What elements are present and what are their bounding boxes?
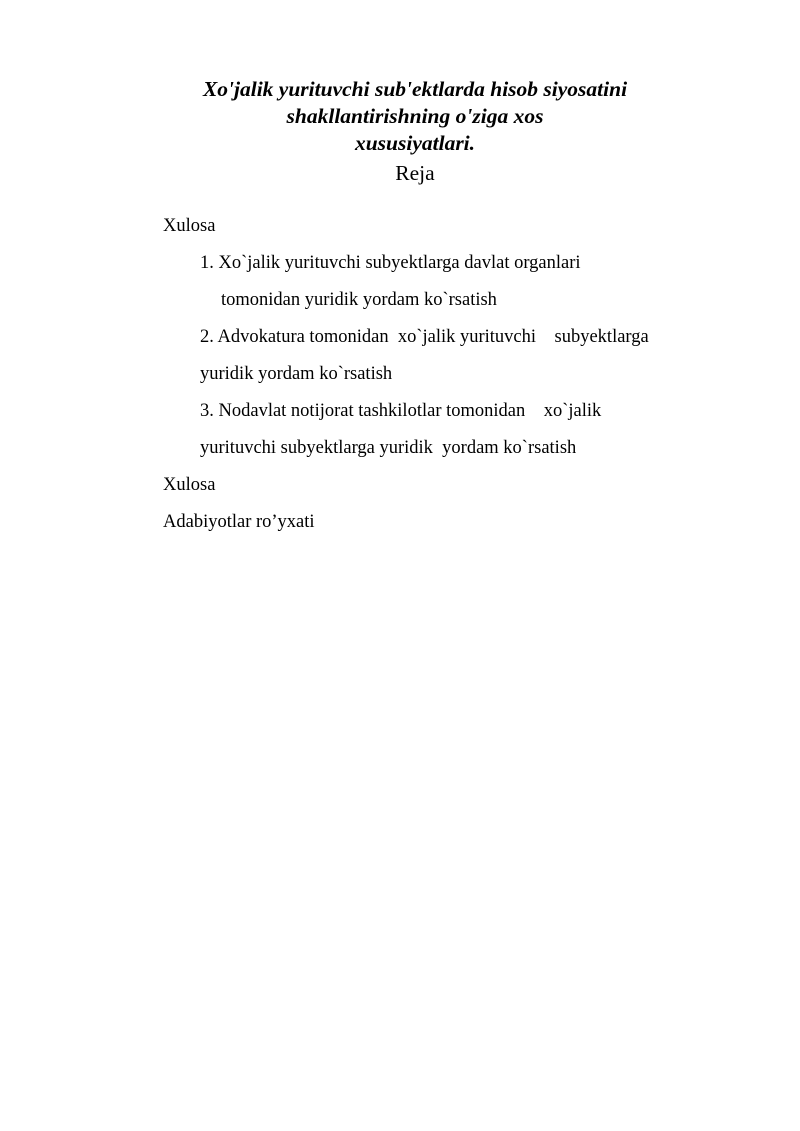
document-title <box>100 76 730 157</box>
plan-item-3-line-2: yurituvchi subyektlarga yuridik yordam ko`rsatish <box>200 438 577 458</box>
plan-item-3-line-1: 3. Nodavlat notijorat tashkilotlar tomonidan xo`jalik <box>200 401 602 421</box>
plan-item-2-line-1: 2. Advokatura tomonidan xo`jalik yurituvchi subyektlarga <box>200 327 649 347</box>
plan-conclusion: Xulosa <box>163 475 216 495</box>
plan-item-1-line-1: 1. Xo`jalik yurituvchi subyektlarga davlat organlari <box>200 253 581 273</box>
plan-references: Adabiyotlar ro’yxati <box>163 512 315 532</box>
plan-intro: Xulosa <box>163 216 216 236</box>
plan-item-1-line-2: tomonidan yuridik yordam ko`rsatish <box>221 290 497 310</box>
title-line-2: shakllantirishning o'ziga xos <box>286 104 544 128</box>
title-line-1: Xo'jalik yurituvchi sub'ektlarda hisob siyosatini <box>202 77 628 101</box>
plan-heading: Reja <box>395 161 435 185</box>
title-line-3: xususiyatlari. <box>354 131 476 155</box>
plan-item-2-line-2: yuridik yordam ko`rsatish <box>200 364 393 384</box>
